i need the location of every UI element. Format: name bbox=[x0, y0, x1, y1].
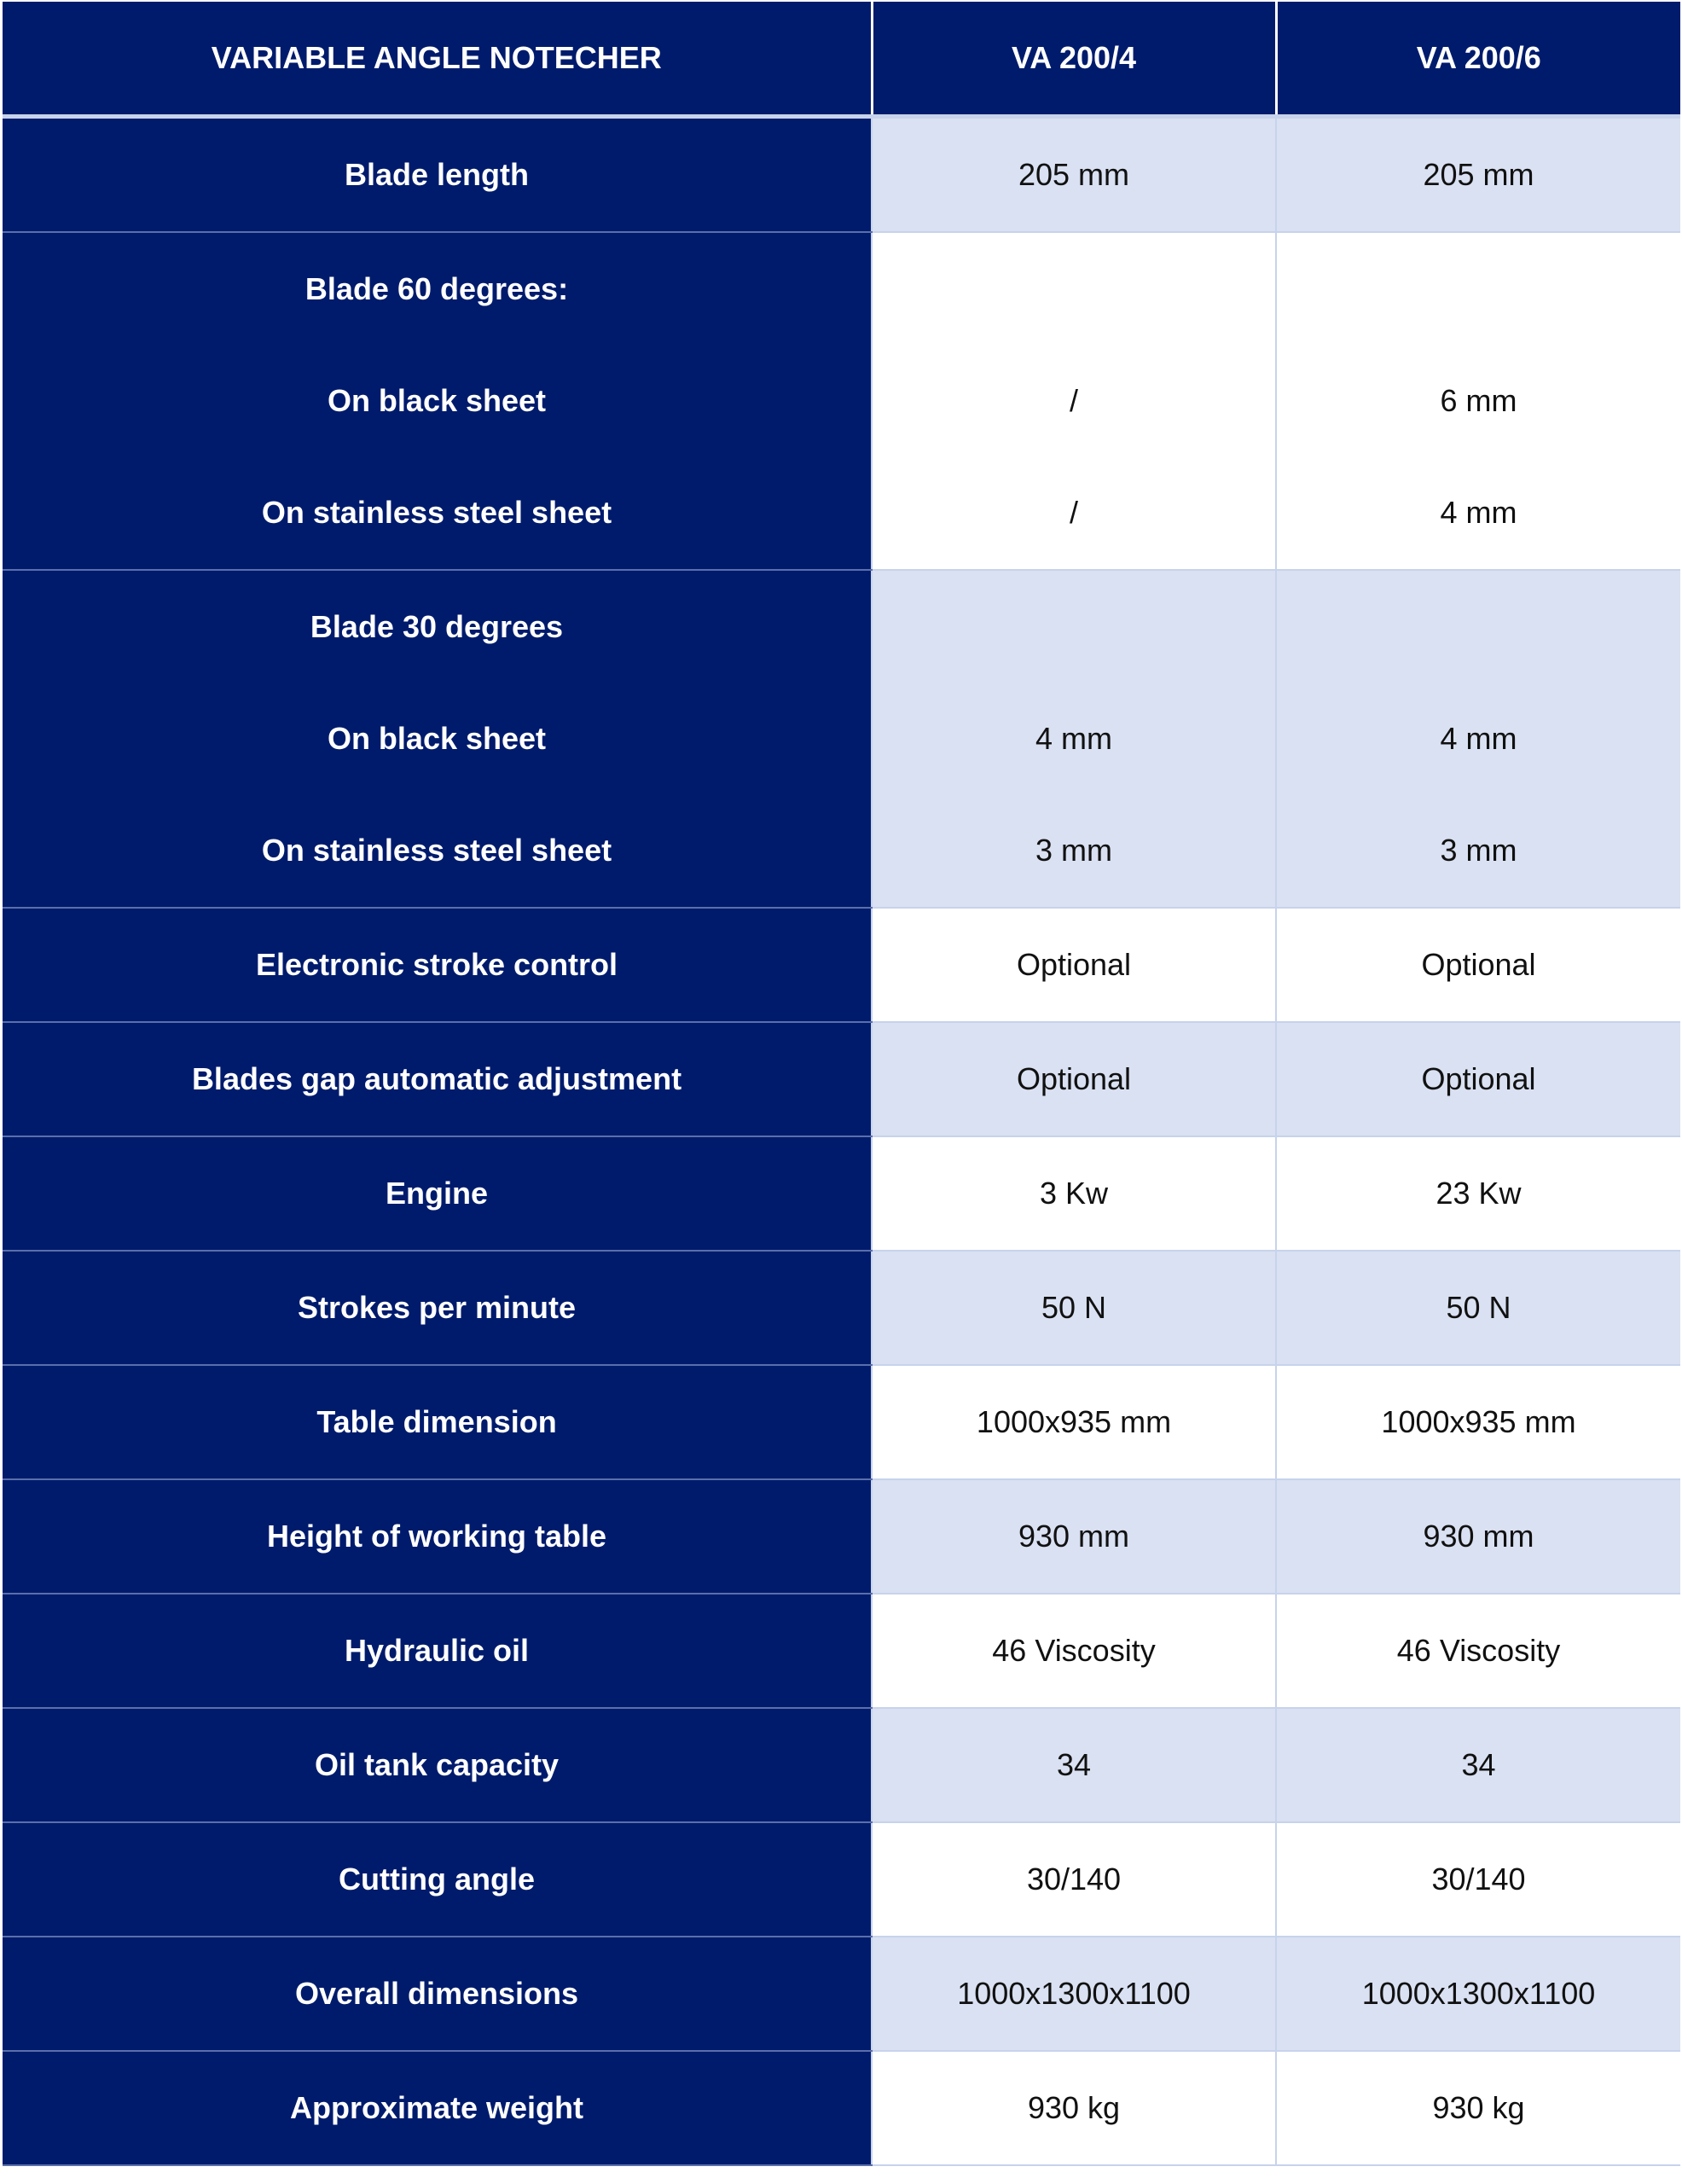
table-row bbox=[3, 232, 1680, 570]
row-value-model-b bbox=[1276, 570, 1680, 908]
row-value-model-b: 46 Viscosity bbox=[1276, 1594, 1680, 1708]
row-label-group bbox=[3, 570, 872, 908]
row-label: Cutting angle bbox=[3, 1822, 872, 1937]
row-value-model-b: 23 Kw bbox=[1276, 1136, 1680, 1251]
sub-row-value: 4 mm bbox=[1035, 720, 1112, 756]
row-label: Hydraulic oil bbox=[3, 1594, 872, 1708]
row-value-model-a: 1000x1300x1100 bbox=[872, 1937, 1276, 2051]
sub-row-value: 6 mm bbox=[1440, 382, 1517, 418]
table-title: VARIABLE ANGLE NOTECHER bbox=[3, 2, 872, 117]
table-row bbox=[3, 570, 1680, 908]
row-value-model-b: 1000x935 mm bbox=[1276, 1365, 1680, 1479]
row-label: Height of working table bbox=[3, 1479, 872, 1594]
sub-row-label: On stainless steel sheet bbox=[261, 495, 612, 531]
sub-row-value: 4 mm bbox=[1440, 495, 1517, 531]
row-value-model-b bbox=[1276, 232, 1680, 570]
row-label: Blade length bbox=[3, 117, 872, 233]
group-heading: Blade 60 degrees: bbox=[304, 270, 569, 306]
row-value-model-b: 34 bbox=[1276, 1708, 1680, 1822]
row-value-model-a: 46 Viscosity bbox=[872, 1594, 1276, 1708]
row-value-model-a: 1000x935 mm bbox=[872, 1365, 1276, 1479]
row-value-model-b: 50 N bbox=[1276, 1251, 1680, 1365]
sub-row-label: On black sheet bbox=[327, 382, 547, 418]
sub-row-value: 3 mm bbox=[1035, 833, 1112, 868]
row-value-model-b: 930 kg bbox=[1276, 2051, 1680, 2165]
table-row bbox=[3, 1822, 1680, 1937]
model-b-header: VA 200/6 bbox=[1276, 2, 1680, 117]
table-row bbox=[3, 1022, 1680, 1136]
row-value-model-a: 930 mm bbox=[872, 1479, 1276, 1594]
row-value-model-b: 30/140 bbox=[1276, 1822, 1680, 1937]
row-value-model-a: 930 kg bbox=[872, 2051, 1276, 2165]
table-row bbox=[3, 1479, 1680, 1594]
table-row bbox=[3, 1251, 1680, 1365]
row-label: Overall dimensions bbox=[3, 1937, 872, 2051]
table-row bbox=[3, 1136, 1680, 1251]
row-value-model-a: Optional bbox=[872, 908, 1276, 1022]
row-value-model-b: Optional bbox=[1276, 1022, 1680, 1136]
row-label-group bbox=[3, 232, 872, 570]
row-value-model-a: 205 mm bbox=[872, 117, 1276, 233]
spec-table bbox=[3, 2, 1680, 2166]
table-row bbox=[3, 2051, 1680, 2165]
row-label: Table dimension bbox=[3, 1365, 872, 1479]
row-label: Electronic stroke control bbox=[3, 908, 872, 1022]
row-value-model-a: 30/140 bbox=[872, 1822, 1276, 1937]
sub-row-label: On stainless steel sheet bbox=[261, 833, 612, 868]
row-value-model-a: 3 Kw bbox=[872, 1136, 1276, 1251]
model-a-header: VA 200/4 bbox=[872, 2, 1276, 117]
table-row bbox=[3, 117, 1680, 233]
table-row bbox=[3, 908, 1680, 1022]
row-label: Engine bbox=[3, 1136, 872, 1251]
sub-row-value: 4 mm bbox=[1440, 720, 1517, 756]
row-value-model-b: Optional bbox=[1276, 908, 1680, 1022]
row-value-model-b: 1000x1300x1100 bbox=[1276, 1937, 1680, 2051]
row-label: Strokes per minute bbox=[3, 1251, 872, 1365]
sub-row-value: / bbox=[1069, 382, 1078, 418]
row-value-model-b: 930 mm bbox=[1276, 1479, 1680, 1594]
row-label: Oil tank capacity bbox=[3, 1708, 872, 1822]
row-label: Blades gap automatic adjustment bbox=[3, 1022, 872, 1136]
table-row bbox=[3, 1365, 1680, 1479]
table-row bbox=[3, 1708, 1680, 1822]
row-value-model-a bbox=[872, 570, 1276, 908]
sub-row-value: / bbox=[1069, 495, 1078, 531]
sub-row-label: On black sheet bbox=[327, 720, 547, 756]
group-heading: Blade 30 degrees bbox=[310, 608, 564, 644]
table-row bbox=[3, 1937, 1680, 2051]
sub-row-value: 3 mm bbox=[1440, 833, 1517, 868]
row-value-model-a: 50 N bbox=[872, 1251, 1276, 1365]
table-row bbox=[3, 1594, 1680, 1708]
row-value-model-a: 34 bbox=[872, 1708, 1276, 1822]
row-value-model-b: 205 mm bbox=[1276, 117, 1680, 233]
row-value-model-a bbox=[872, 232, 1276, 570]
row-label: Approximate weight bbox=[3, 2051, 872, 2165]
row-value-model-a: Optional bbox=[872, 1022, 1276, 1136]
header-row bbox=[3, 2, 1680, 117]
